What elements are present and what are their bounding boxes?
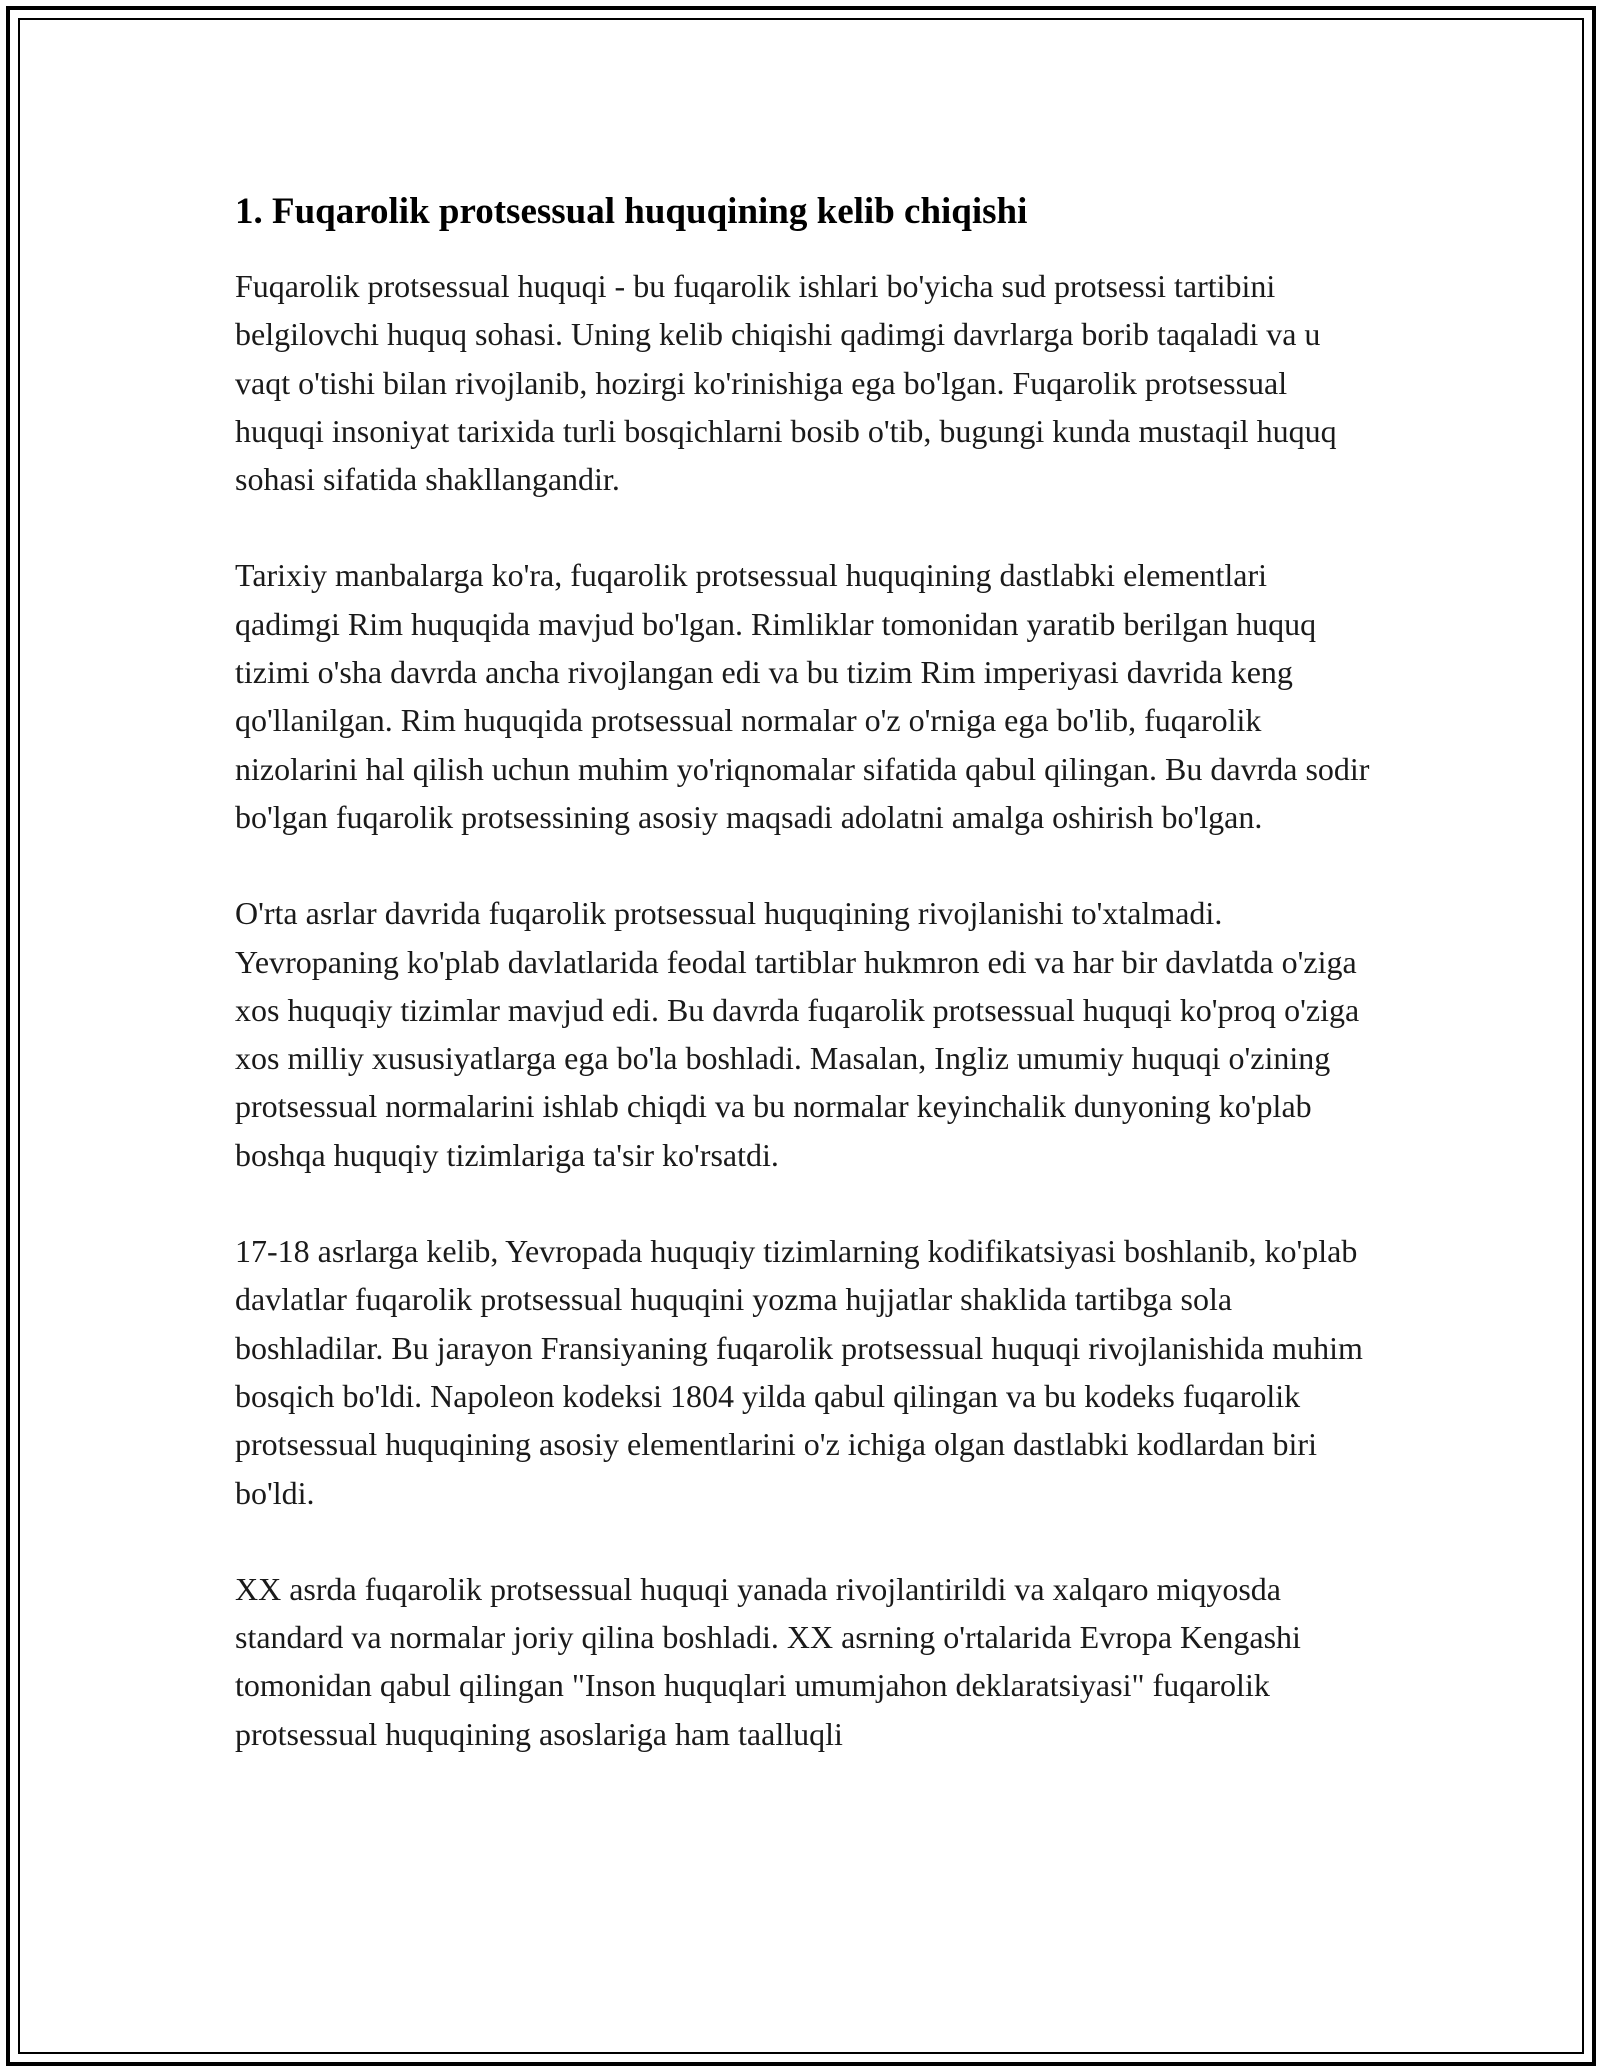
paragraph-5: XX asrda fuqarolik protsessual huquqi yanada rivojlantirildi va xalqaro miqyosda standard va normalar joriy qilina boshladi. XX asrning o'rtalarida Evropa Kengashi tomonidan qabul qilingan "Inson huquqlari umumjahon deklaratsiyasi" fuqarolik protsessual huquqining asoslariga ham taalluqli xyxy=(235,1570,1301,1752)
paragraph-2: Tarixiy manbalarga ko'ra, fuqarolik protsessual huquqining dastlabki elementlari qadimgi Rim huquqida mavjud bo'lgan. Rimliklar tomonidan yaratib berilgan huquq tizimi o'sha davrda ancha rivojlangan edi va bu tizim Rim imperiyasi davrida keng qo'llanilgan. Rim huquqida protsessual normalar o'z o'rniga ega bo'lib, fuqarolik nizolarini hal qilish uchun muhim yo'riqnomalar sifatida qabul qilingan. Bu davrda sodir bo'lgan fuqarolik protsessining asosiy maqsadi adolatni amalga oshirish bo'lgan. xyxy=(235,557,1370,835)
paragraph-4: 17-18 asrlarga kelib, Yevropada huquqiy tizimlarning kodifikatsiyasi boshlanib, ko'plab davlatlar fuqarolik protsessual huquqini yozma hujjatlar shaklida tartibga sola boshladilar. Bu jarayon Fransiyaning fuqarolik protsessual huquqi rivojlanishida muhim bosqich bo'ldi. Napoleon kodeksi 1804 yilda qabul qilingan va bu kodeks fuqarolik protsessual huquqining asosiy elementlarini o'z ichiga olgan dastlabki kodlardan biri bo'ldi. xyxy=(235,1233,1363,1511)
paragraph-3: O'rta asrlar davrida fuqarolik protsessual huquqining rivojlanishi to'xtalmadi. Yevropaning ko'plab davlatlarida feodal tartiblar hukmron edi va har bir davlatda o'ziga xos huquqiy tizimlar mavjud edi. Bu davrda fuqarolik protsessual huquqi ko'proq o'ziga xos milliy xususiyatlarga ega bo'la boshladi. Masalan, Ingliz umumiy huquqi o'zining protsessual normalarini ishlab chiqdi va bu normalar keyinchalik dunyoning ko'plab boshqa huquqiy tizimlariga ta'sir ko'rsatdi. xyxy=(235,895,1360,1173)
section-title: 1. Fuqarolik protsessual huquqining kelib chiqishi xyxy=(235,191,1028,232)
document-body xyxy=(235,186,1370,1806)
paragraph-1: Fuqarolik protsessual huquqi - bu fuqarolik ishlari bo'yicha sud protsessi tartibini belgilovchi huquq sohasi. Uning kelib chiqishi qadimgi davrlarga borib taqaladi va u vaqt o'tishi bilan rivojlanib, hozirgi ko'rinishiga ega bo'lgan. Fuqarolik protsessual huquqi insoniyat tarixida turli bosqichlarni bosib o'tib, bugungi kunda mustaqil huquq sohasi sifatida shakllangandir. xyxy=(235,268,1337,498)
